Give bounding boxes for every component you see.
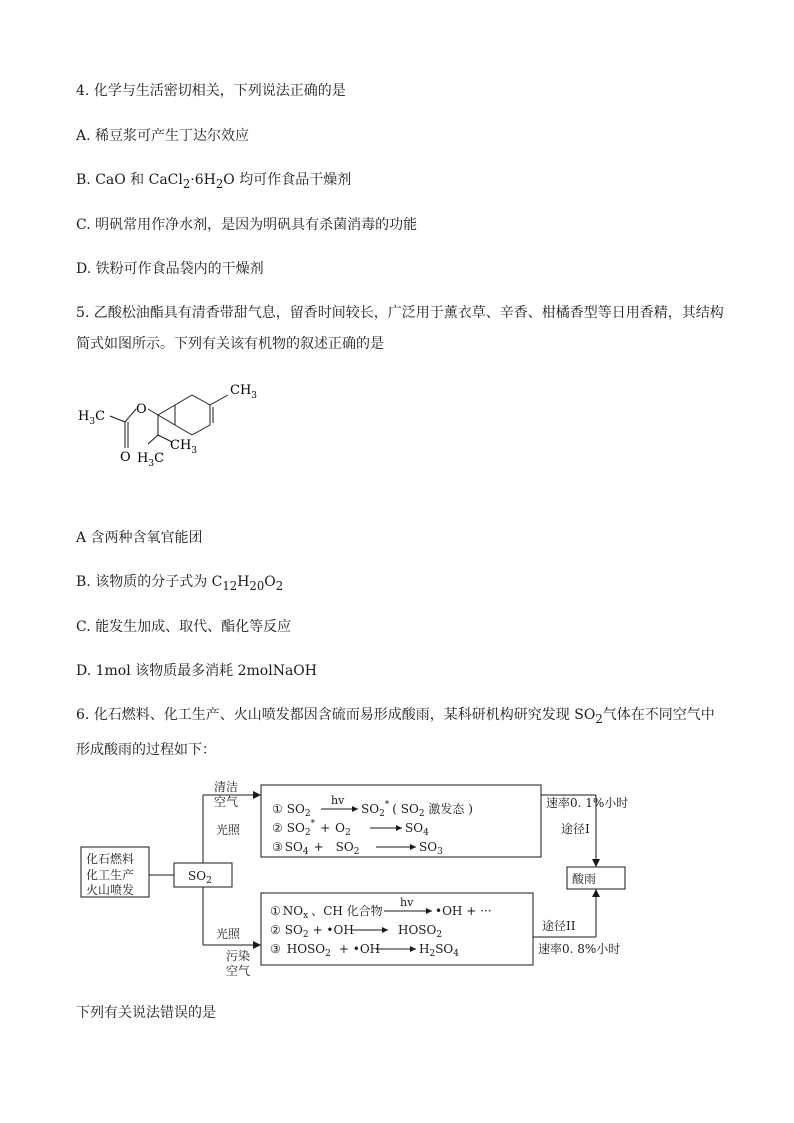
bottom-reaction-1-product: •OH + ··· [435,904,492,918]
rate-path-1: 速率0. 1%小时 [546,796,629,810]
q5-stem: 5. 乙酸松油酯具有清香带甜气息，留香时间较长，广泛用于薰衣草、辛香、柑橘香型等日用香精，其结构简式如图所示。下列有关该有机物的叙述正确的是 [76,305,724,352]
path-1-label: 途径I [561,822,590,836]
clean-air-line-1: 清洁 [214,780,239,794]
q4-option-d: D. 铁粉可作食品袋内的干燥剂 [76,261,264,277]
so2-node: $SO_2$ [188,869,212,886]
top-reaction-3: ③ $SO_4 + SO_2$ [272,840,360,857]
source-line-2: 化工生产 [86,868,135,882]
polluted-air-line-1: 污染 [226,949,251,963]
q4-option-c: C. 明矾常用作净水剂，是因为明矾具有杀菌消毒的功能 [76,217,418,233]
q4-option-b: B. CaO 和 $CaCl_2\cdot 6H_2O$ 均可作食品干燥剂 [76,172,352,191]
rate-path-2: 速率0. 8%小时 [538,942,621,956]
path-2-label: 途径II [542,919,576,933]
bottom-reaction-3: ③ $HOSO_2$ + •OH [270,942,381,959]
light-bottom-label: 光照 [216,927,241,941]
bottom-reaction-1: ① $NO_x$ 、CH 化合物 [270,904,383,921]
top-reaction-2-product: $SO_4$ [405,821,429,838]
bottom-reaction-2-product: $HOSO_2$ [398,923,443,940]
q5-structure-diagram [70,372,270,472]
q6-acid-rain-diagram [76,775,656,985]
top-reaction-1: ① $SO_2$ [272,802,311,819]
q5-option-a: A 含两种含氧官能团 [76,530,203,546]
ring-methyl-label: $CH_3$ [230,383,258,401]
hv-bottom-label: hv [400,896,414,909]
source-line-3: 火山喷发 [86,883,135,897]
top-reaction-3-product: $SO_3$ [419,840,443,857]
acid-rain-node: 酸雨 [572,872,597,886]
right-methyl-label: $CH_3$ [170,438,198,456]
ester-oxygen-label: O [136,402,147,417]
q5-option-b: B. 该物质的分子式为 $C_{12}H_{20}O_2$ [76,574,284,593]
q4-option-a: A. 稀豆浆可产生丁达尔效应 [76,128,250,144]
light-top-label: 光照 [216,823,241,837]
q5-option-c: C. 能发生加成、取代、酯化等反应 [76,619,292,635]
q6-tail: 下列有关说法错误的是 [76,1005,216,1021]
clean-air-line-2: 空气 [214,795,239,809]
top-reaction-1-product: $SO_2^*$ ( $SO_2$ 激发态 ) [361,800,473,819]
source-line-1: 化石燃料 [86,852,135,866]
bottom-methyl-label: $H_3C$ [137,451,165,469]
q5-option-d: D. 1mol 该物质最多消耗 2molNaOH [76,663,317,679]
q6-stem: 6. 化石燃料、化工生产、火山喷发都因含硫而易形成酸雨，某科研机构研究发现 $SO_2$气体在不同空气中形成酸雨的过程如下： [76,707,715,758]
top-reaction-2: ② $SO_2^* + O_2$ [272,819,351,838]
carbonyl-oxygen-label: O [120,450,131,465]
acetyl-methyl-label: $H_3C$ [78,409,106,427]
polluted-air-line-2: 空气 [226,964,251,978]
bottom-reaction-2: ② $SO_2$ + •OH [270,923,354,940]
bottom-reaction-3-product: $H_2SO_4$ [419,942,459,959]
q4-stem: 4. 化学与生活密切相关，下列说法正确的是 [76,83,346,99]
hv-top-label: hv [331,794,345,807]
